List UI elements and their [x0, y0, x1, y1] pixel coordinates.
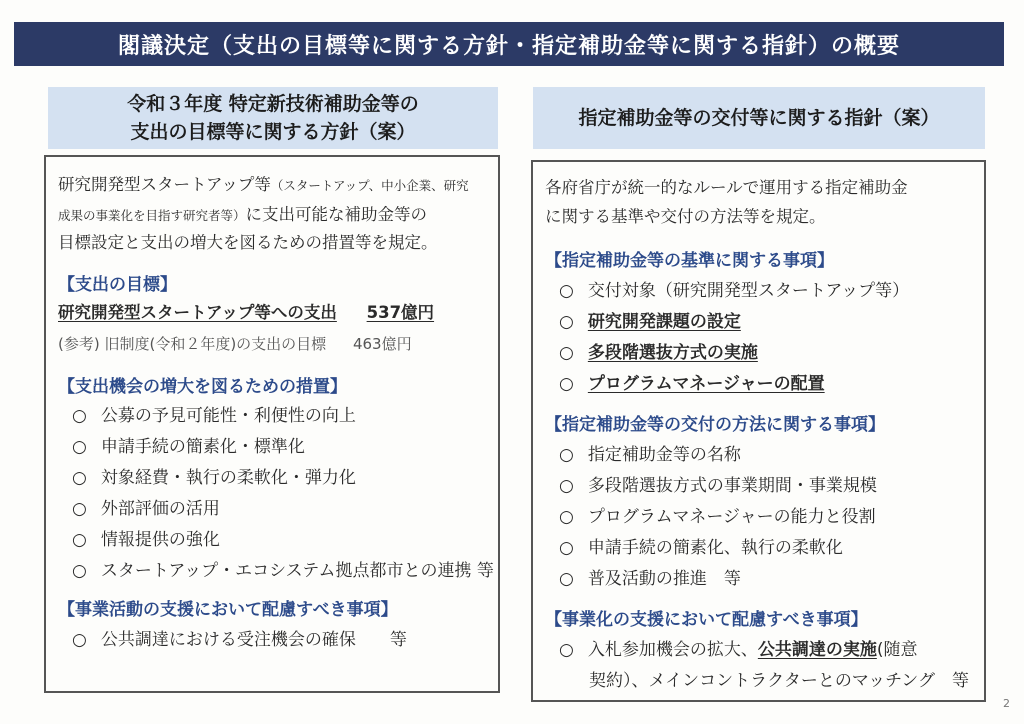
left-header-line1: 令和３年度 特定新技術補助金等の — [127, 93, 419, 115]
bullet-icon: ○ — [559, 507, 574, 527]
left-intro-line2 — [58, 201, 427, 225]
bullet-icon: ○ — [559, 569, 574, 589]
bullet-icon: ○ — [72, 630, 87, 650]
bullet-icon: ○ — [72, 437, 87, 457]
criteria-item: ○ プログラムマネージャーの配置 — [559, 374, 825, 394]
page-number: 2 — [1003, 697, 1010, 710]
bullet-icon: ○ — [72, 499, 87, 519]
right-intro-line2: に関する基準や交付の方法等を規定。 — [545, 207, 826, 226]
bullet-icon: ○ — [72, 530, 87, 550]
measure-item: ○ スタートアップ・エコシステム拠点都市との連携 等 — [72, 561, 494, 581]
bullet-icon: ○ — [559, 343, 574, 363]
bullet-icon: ○ — [559, 374, 574, 394]
bullet-icon: ○ — [559, 476, 574, 496]
left-intro-a: 研究開発型スタートアップ等 — [58, 175, 271, 194]
left-header — [48, 87, 498, 149]
right-panel — [531, 160, 986, 702]
method-item: ○ 普及活動の推進 等 — [559, 569, 741, 589]
target-label: 研究開発型スタートアップ等への支出 — [58, 303, 337, 322]
measure-item: ○ 外部評価の活用 — [72, 499, 220, 519]
target-value: 537億円 — [366, 303, 435, 322]
left-header-line2: 支出の目標等に関する方針（案） — [130, 121, 416, 143]
method-item: ○ 申請手続の簡素化、執行の柔軟化 — [559, 538, 843, 558]
reference-row — [58, 333, 412, 354]
criteria-item: ○ 交付対象（研究開発型スタートアップ等） — [559, 281, 910, 301]
left-intro-line1 — [58, 171, 469, 195]
right-header — [533, 87, 985, 149]
left-section-target: 【支出の目標】 — [58, 275, 177, 295]
right-section-support: 【事業化の支援において配慮すべき事項】 — [545, 610, 868, 630]
bullet-icon: ○ — [559, 312, 574, 332]
target-row — [58, 299, 434, 323]
bullet-icon: ○ — [559, 640, 574, 660]
method-item: ○ 指定補助金等の名称 — [559, 445, 741, 465]
right-header-text: 指定補助金等の交付等に関する指針（案） — [578, 107, 940, 129]
measure-item: ○ 情報提供の強化 — [72, 530, 220, 550]
criteria-item: ○ 多段階選抜方式の実施 — [559, 343, 758, 363]
bullet-icon: ○ — [72, 561, 87, 581]
right-section-criteria: 【指定補助金等の基準に関する事項】 — [545, 251, 834, 271]
left-section-measures: 【支出機会の増大を図るための措置】 — [58, 377, 347, 397]
bullet-icon: ○ — [72, 468, 87, 488]
support-item-cont: 契約）、メインコントラクターとのマッチング 等 — [589, 671, 969, 691]
measure-item: ○ 公募の予見可能性・利便性の向上 — [72, 406, 356, 426]
left-intro-small-a: （スタートアップ、中小企業、研究 — [270, 178, 469, 193]
reference-value: 463億円 — [352, 335, 412, 353]
right-intro-line1: 各府省庁が統一的なルールで運用する指定補助金 — [545, 178, 908, 197]
consideration-item: ○ 公共調達における受注機会の確保 等 — [72, 630, 407, 650]
measure-item: ○ 申請手続の簡素化・標準化 — [72, 437, 305, 457]
left-intro-line3: 目標設定と支出の増大を図るための措置等を規定。 — [58, 233, 438, 252]
method-item: ○ プログラムマネージャーの能力と役割 — [559, 507, 876, 527]
right-section-methods: 【指定補助金等の交付の方法に関する事項】 — [545, 415, 885, 435]
method-item: ○ 多段階選抜方式の事業期間・事業規模 — [559, 476, 877, 496]
left-section-consideration: 【事業活動の支援において配慮すべき事項】 — [58, 600, 398, 620]
bullet-icon: ○ — [559, 445, 574, 465]
support-item: ○ 入札参加機会の拡大、公共調達の実施(随意 — [559, 640, 918, 660]
left-panel — [44, 155, 500, 693]
criteria-item: ○ 研究開発課題の設定 — [559, 312, 741, 332]
page-title: 閣議決定（支出の目標等に関する方針・指定補助金等に関する指針）の概要 — [117, 33, 900, 59]
measure-item: ○ 対象経費・執行の柔軟化・弾力化 — [72, 468, 356, 488]
bullet-icon: ○ — [72, 406, 87, 426]
bullet-icon: ○ — [559, 281, 574, 301]
reference-label: (参考) 旧制度(令和２年度)の支出の目標 — [58, 335, 327, 353]
bullet-icon: ○ — [559, 538, 574, 558]
left-intro-b: に支出可能な補助金等の — [245, 205, 428, 224]
left-intro-small-b: 成果の事業化を目指す研究者等） — [58, 208, 246, 223]
title-bar — [14, 22, 1004, 66]
